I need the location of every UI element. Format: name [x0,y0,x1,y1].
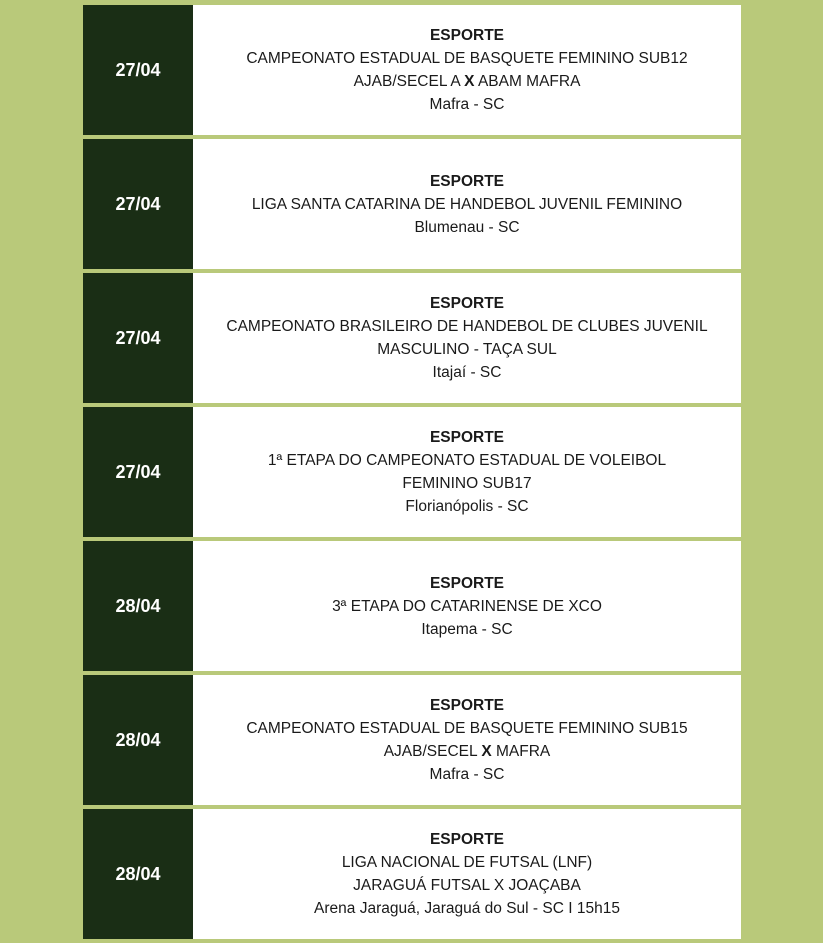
event-location: Florianópolis - SC [405,498,529,515]
event-card [83,809,741,939]
event-title: CAMPEONATO ESTADUAL DE BASQUETE FEMININO SUB15 [246,720,688,737]
event-date: 27/04 [83,139,193,269]
event-title: CAMPEONATO ESTADUAL DE BASQUETE FEMININO SUB12 [246,50,688,67]
event-title-continued: MASCULINO - TAÇA SUL [377,341,557,358]
match-versus: X [464,73,475,90]
match-away-team: ABAM MAFRA [477,73,581,90]
event-title: CAMPEONATO BRASILEIRO DE HANDEBOL DE CLUBES JUVENIL [226,318,708,335]
event-location: Arena Jaraguá, Jaraguá do Sul - SC I 15h15 [314,900,620,917]
event-title: 3ª ETAPA DO CATARINENSE DE XCO [332,597,602,615]
event-card [83,139,741,269]
event-match [354,70,581,93]
event-location: Itajaí - SC [432,364,502,381]
event-date: 27/04 [83,5,193,135]
event-date: 27/04 [83,273,193,403]
event-info [193,541,741,671]
event-card [83,407,741,537]
event-card [83,5,741,135]
event-location: Itapema - SC [421,620,513,638]
event-title-continued: FEMININO SUB17 [402,475,532,492]
match-home-team: AJAB/SECEL [383,743,478,760]
match-away-team: MAFRA [496,743,551,760]
event-info [193,675,741,805]
event-title-continued: JARAGUÁ FUTSAL X JOAÇABA [353,877,581,894]
event-location: Blumenau - SC [414,218,520,236]
event-category: ESPORTE [429,697,505,714]
event-card [83,273,741,403]
event-location: Mafra - SC [429,96,505,113]
event-title: 1ª ETAPA DO CAMPEONATO ESTADUAL DE VOLEIBOL [267,452,667,469]
event-category: ESPORTE [429,27,505,44]
event-match [384,740,551,763]
event-card [83,675,741,805]
event-category: ESPORTE [429,172,505,190]
event-date: 27/04 [83,407,193,537]
event-category: ESPORTE [429,295,505,312]
event-list [83,5,741,939]
event-date: 28/04 [83,675,193,805]
match-home-team: AJAB/SECEL A [353,73,460,90]
event-title: LIGA NACIONAL DE FUTSAL (LNF) [341,854,593,871]
event-date: 28/04 [83,541,193,671]
match-versus: X [481,743,492,760]
event-title: LIGA SANTA CATARINA DE HANDEBOL JUVENIL FEMININO [251,195,683,213]
event-category: ESPORTE [429,429,505,446]
event-category: ESPORTE [429,574,505,592]
event-info [193,5,741,135]
event-date: 28/04 [83,809,193,939]
event-info [193,273,741,403]
event-card [83,541,741,671]
event-location: Mafra - SC [429,766,505,783]
event-info [193,407,741,537]
event-category: ESPORTE [429,831,505,848]
event-info [193,809,741,939]
event-info [193,139,741,269]
